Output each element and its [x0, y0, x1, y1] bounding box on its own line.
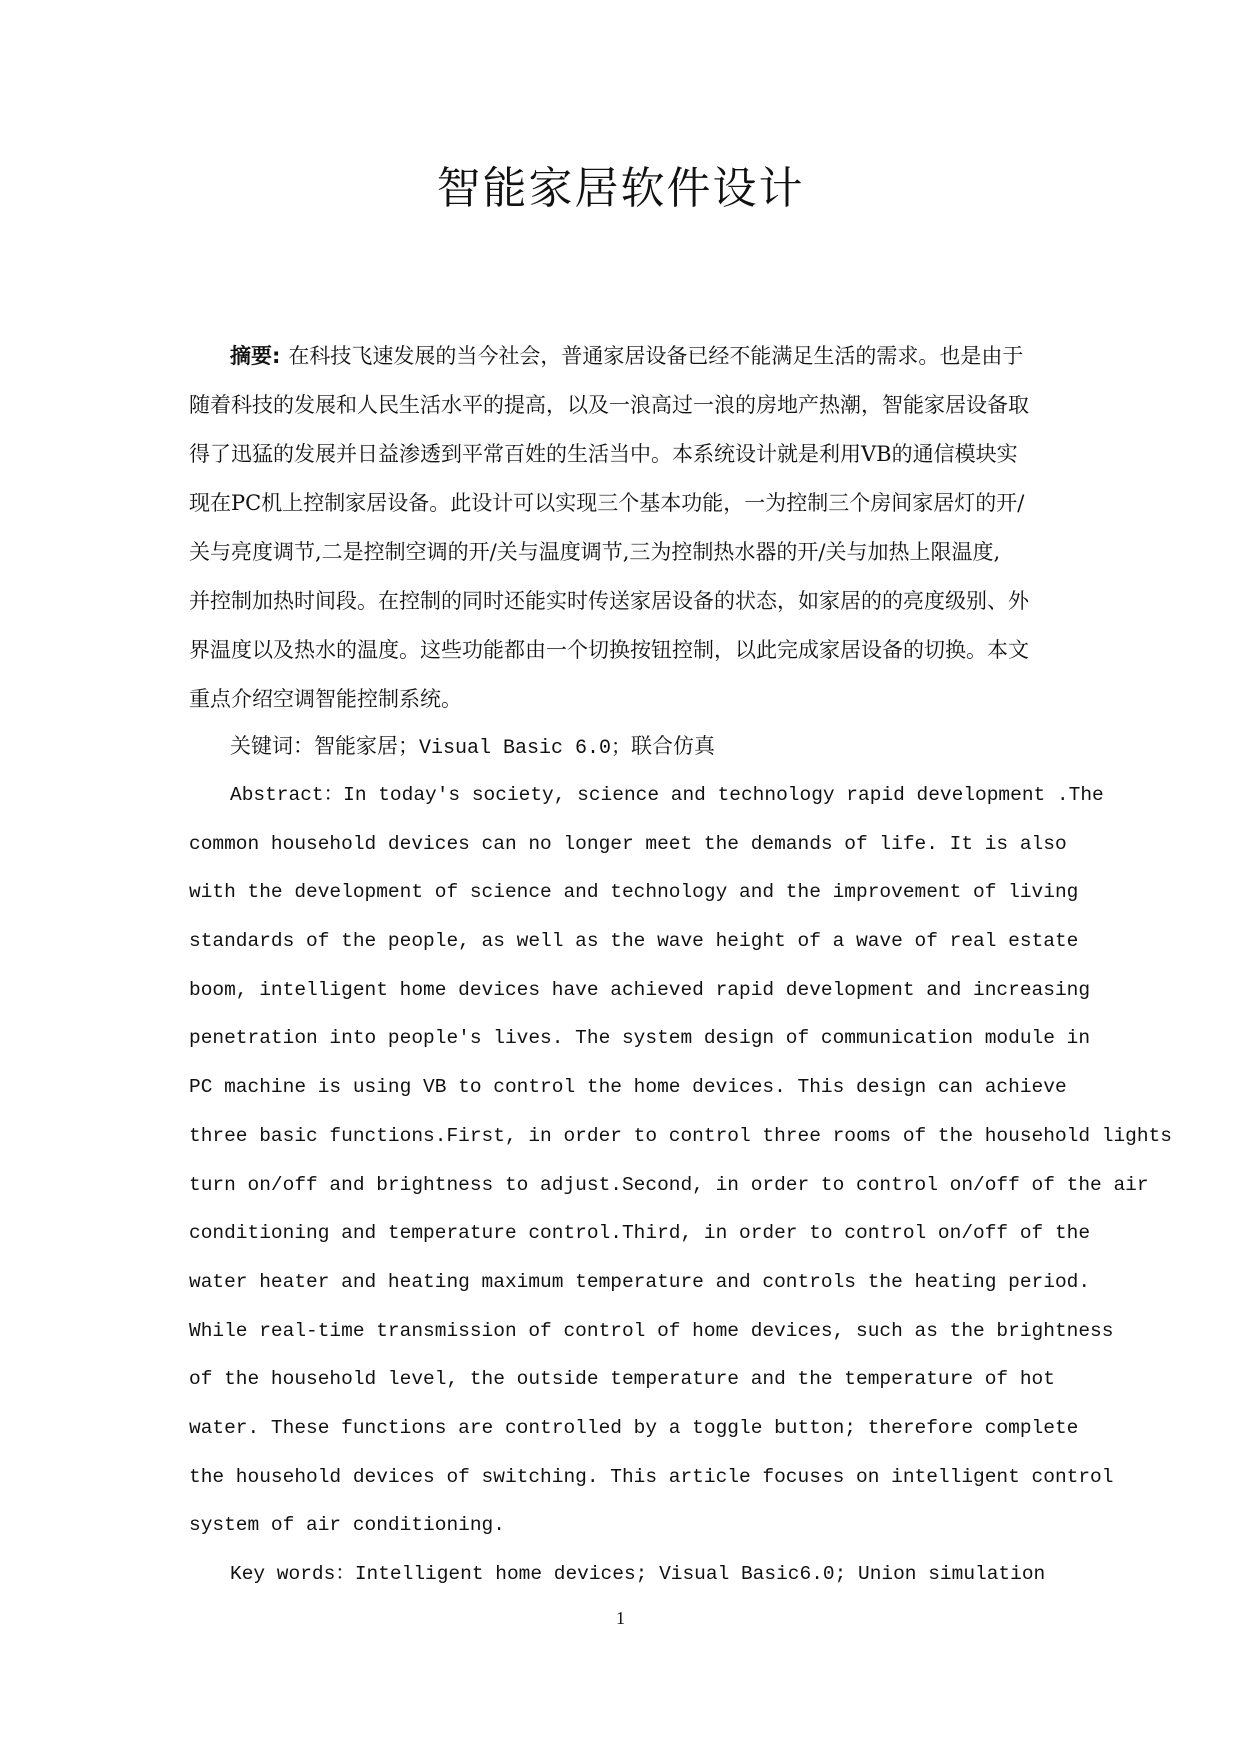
abstract-cn-text: 在科技飞速发展的当今社会，普通家居设备已经不能满足生活的需求。也是由于 [288, 344, 1024, 368]
abstract-cn-line [189, 332, 1089, 381]
abstract-cn-line: 得了迅猛的发展并日益渗透到平常百姓的生活当中。本系统设计就是利用VB的通信模块实 [189, 442, 1018, 466]
abstract-en-line: water heater and heating maximum temperature and controls the heating period. [189, 1270, 1091, 1293]
abstract-en-line: of the household level, the outside temperature and the temperature of hot [189, 1368, 1055, 1391]
abstract-en-line: the household devices of switching. This article focuses on intelligent control [189, 1465, 1114, 1488]
keywords-en: Key words：Intelligent home devices; Visual Basic6.0; Union simulation [230, 1563, 1046, 1585]
abstract-en-line: with the development of science and technology and the improvement of living [189, 881, 1079, 904]
keywords-cn-label: 关键词： [230, 734, 314, 758]
abstract-cn [189, 332, 1089, 724]
abstract-en-line: common household devices can no longer meet the demands of life. It is also [189, 832, 1067, 855]
abstract-en-line: water. These functions are controlled by a toggle button; therefore complete [189, 1416, 1079, 1439]
abstract-cn-line: 界温度以及热水的温度。这些功能都由一个切换按钮控制，以此完成家居设备的切换。本文 [189, 638, 1029, 662]
keyword-cn-1: 智能家居； [314, 734, 419, 758]
abstract-en-line: standards of the people, as well as the wave height of a wave of real estate [189, 930, 1079, 953]
keywords-cn [230, 722, 715, 771]
abstract-en-line: turn on/off and brightness to adjust.Second, in order to control on/off of the air [189, 1173, 1149, 1196]
abstract-en-line: system of air conditioning. [189, 1514, 505, 1537]
abstract-cn-line: 重点介绍空调智能控制系统。 [189, 687, 462, 711]
abstract-en-line: PC machine is using VB to control the home devices. This design can achieve [189, 1076, 1067, 1099]
abstract-cn-line: 现在PC机上控制家居设备。此设计可以实现三个基本功能，一为控制三个房间家居灯的开/ [189, 491, 1025, 515]
document-title: 智能家居软件设计 [436, 163, 805, 214]
keyword-cn-3: 联合仿真 [631, 734, 716, 758]
abstract-en [189, 771, 1172, 1599]
abstract-en-line: While real-time transmission of control of home devices, such as the brightness [189, 1319, 1114, 1342]
abstract-en-line: conditioning and temperature control.Third, in order to control on/off of the [189, 1222, 1091, 1245]
abstract-cn-line: 关与亮度调节,二是控制空调的开/关与温度调节,三为控制热水器的开/关与加热上限温度, [189, 540, 1001, 564]
abstract-en-line: Abstract：In today's society, science and technology rapid development .The [230, 784, 1104, 806]
abstract-en-line: boom, intelligent home devices have achieved rapid development and increasing [189, 978, 1091, 1001]
abstract-en-line: penetration into people's lives. The system design of communication module in [189, 1027, 1091, 1050]
page-number: 1 [616, 1608, 625, 1628]
abstract-cn-label: 摘要: [230, 344, 281, 368]
abstract-cn-line: 随着科技的发展和人民生活水平的提高，以及一浪高过一浪的房地产热潮，智能家居设备取 [189, 393, 1029, 417]
abstract-en-line: three basic functions.First, in order to control three rooms of the household lights [189, 1124, 1172, 1147]
keyword-cn-2: Visual Basic 6.0； [419, 737, 632, 760]
abstract-cn-line: 并控制加热时间段。在控制的同时还能实时传送家居设备的状态，如家居的的亮度级别、外 [189, 589, 1029, 613]
